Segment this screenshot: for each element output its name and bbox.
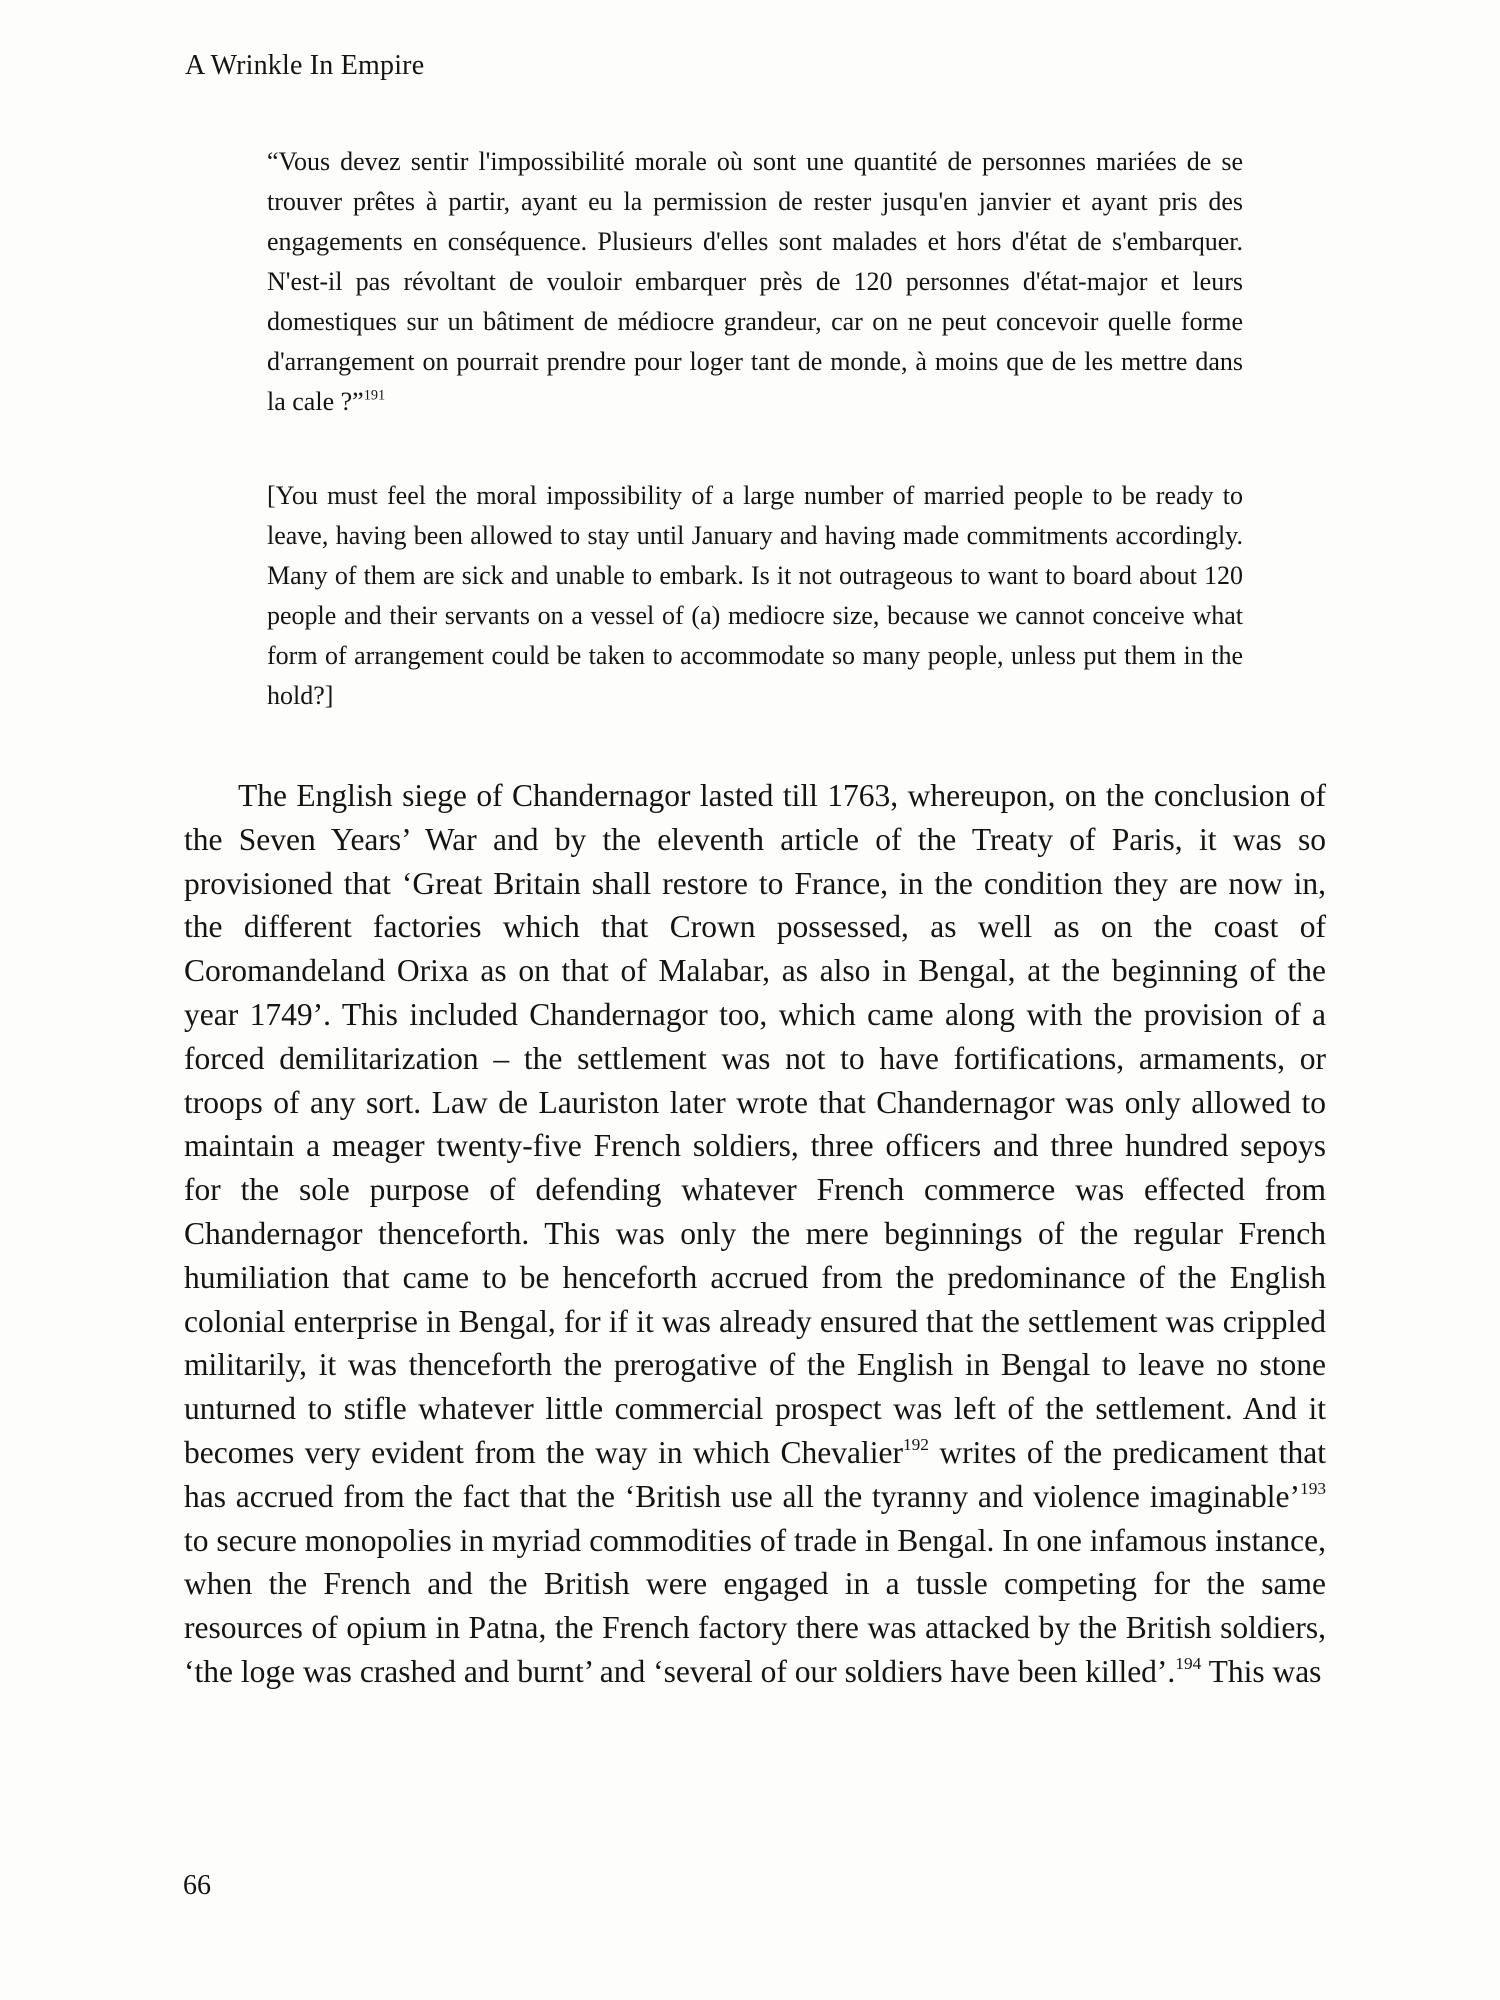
body-text-part-2: writes of the predicament that has accrued from the fact that the ‘British use all the tyranny and violence imaginable’ [184,1434,1327,1514]
body-paragraph [184,774,1326,1694]
quote-french-text: “Vous devez sentir l'impossibilité morale où sont une quantité de personnes mariées de se trouver prêtes à partir, ayant eu la permission de rester jusqu'en janvier et ayant pris des engagements en conséquence. Plusieurs d'elles sont malades et hors d'état de s'embarquer. N'est-il pas révoltant de vouloir embarquer près de 120 personnes d'état-major et leurs domestiques sur un bâtiment de médiocre grandeur, car on ne peut concevoir quelle forme d'arrangement on pourrait prendre pour loger tant de monde, à moins que de les mettre dans la cale ?” [267,147,1243,416]
block-quote-english: [You must feel the moral impossibility of a large number of married people to be ready to leave, having been allowed to stay until January and having made commitments accordingly. Many of them are sick and unable to embark. Is it not outrageous to want to board about 120 people and their servants on a vessel of (a) mediocre size, because we cannot conceive what form of arrangement could be taken to accommodate so many people, unless put them in the hold?] [267,481,1243,710]
running-head: A Wrinkle In Empire [185,50,425,81]
footnote-ref-192: 192 [902,1434,929,1454]
footnote-ref-191: 191 [363,387,386,404]
page-number: 66 [183,1870,211,1901]
body-text-part-1: The English siege of Chandernagor lasted till 1763, whereupon, on the conclusion of the Seven Years’ War and by the eleventh article of the Treaty of Paris, it was so provisioned that ‘Great Britain shall restore to France, in the condition they are now in, the different factories which that Crown possessed, as well as on the coast of Coromandeland Orixa as on that of Malabar, as also in Bengal, at the beginning of the year 1749’. This included Chandernagor too, which came along with the provision of a forced demilitarization – the settlement was not to have fortifications, armaments, or troops of any sort. Law de Lauriston later wrote that Chandernagor was only allowed to maintain a meager twenty-five French soldiers, three officers and three hundred sepoys for the sole purpose of defending whatever French commerce was effected from Chandernagor thenceforth. This was only the mere beginnings of the regular French humiliation that came to be henceforth accrued from the predominance of the English colonial enterprise in Bengal, for if it was already ensured that the settlement was crippled militarily, it was thenceforth the prerogative of the English in Bengal to leave no stone unturned to stifle whatever little commercial prospect was left of the settlement. And it becomes very evident from the way in which Chevalier [184,778,1326,1470]
footnote-ref-193: 193 [1300,1478,1326,1498]
footnote-ref-194: 194 [1175,1653,1202,1673]
block-quote-french [267,142,1243,422]
body-text-part-3: to secure monopolies in myriad commodities of trade in Bengal. In one infamous instance, when the French and the British were engaged in a tussle competing for the same resources of opium in Patna, the French factory there was attacked by the British soldiers, ‘the loge was crashed and burnt’ and ‘several of our soldiers have been killed’. [184,1522,1326,1689]
body-text-part-4: This was [1201,1653,1322,1689]
